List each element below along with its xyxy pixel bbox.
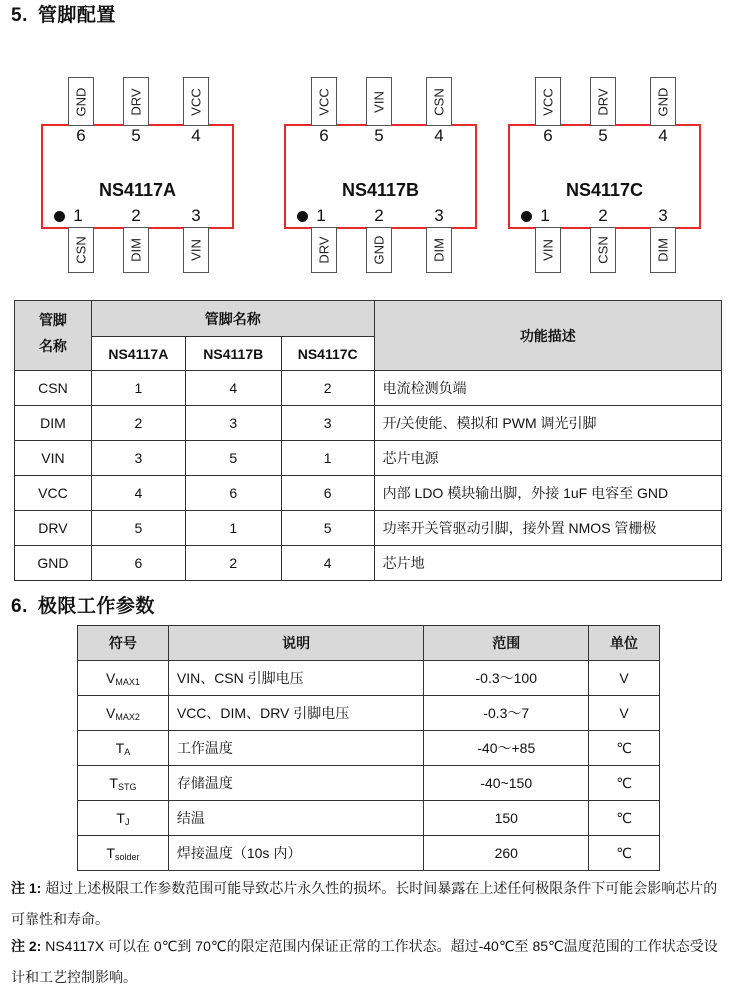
pin-num-a: 3: [91, 441, 185, 476]
pin-lead: [590, 227, 616, 273]
symbol-base: T: [109, 774, 118, 791]
range-value: -40~150: [424, 766, 589, 801]
header-variant-c: NS4117C: [281, 337, 374, 371]
pin-label: GND: [371, 235, 387, 265]
unit: ℃: [589, 731, 660, 766]
unit: ℃: [589, 801, 660, 836]
pin-label: DRV: [316, 236, 332, 264]
pin-lead: [123, 77, 149, 126]
pin-num-a: 1: [91, 371, 185, 406]
table-row: [15, 511, 722, 546]
pin-num-c: 1: [281, 441, 374, 476]
symbol-subscript: MAX1: [115, 676, 140, 687]
pin-lead: [311, 77, 337, 126]
pin-number: 1: [540, 206, 550, 225]
pin-lead: [183, 77, 209, 126]
section-title: 管脚配置: [37, 5, 116, 26]
symbol-subscript: solder: [114, 851, 140, 862]
header-group: 管脚名称: [91, 301, 374, 337]
table-row: [15, 546, 722, 581]
section-number: 6.: [11, 596, 28, 617]
symbol: [78, 696, 169, 731]
note-2: [11, 931, 731, 993]
pin1-marker-icon: [521, 211, 532, 222]
pin-num-a: 5: [91, 511, 185, 546]
pin-lead: [183, 227, 209, 273]
pin-description: 内部 LDO 模块输出脚，外接 1uF 电容至 GND: [374, 476, 721, 511]
range-value: -40～+85: [424, 731, 589, 766]
pin-label: VIN: [371, 90, 387, 113]
pin-lead: [68, 77, 94, 126]
pin-number: 2: [131, 206, 141, 225]
pin-label: VIN: [540, 239, 556, 261]
pin-number: 3: [658, 206, 668, 225]
pin-function-table: [14, 300, 722, 581]
pin-num-b: 5: [185, 441, 281, 476]
pin-num-a: 6: [91, 546, 185, 581]
symbol-base: T: [106, 844, 115, 861]
table-row: [78, 731, 660, 766]
symbol-base: T: [116, 809, 125, 826]
pin-name: CSN: [15, 371, 92, 406]
symbol-subscript: A: [124, 746, 131, 757]
pin-lead: [650, 227, 676, 273]
parameter-description: 结温: [168, 801, 424, 836]
pin1-marker-icon: [54, 211, 65, 222]
pin-number: 2: [598, 206, 608, 225]
symbol-subscript: J: [124, 816, 130, 827]
parameter-description: 焊接温度（10s 内）: [168, 836, 424, 871]
header-text: 名称: [38, 337, 67, 354]
note-text: 超过上述极限工作参数范围可能导致芯片永久性的损坏。长时间暴露在上述任何极限条件下可能会影响芯片的可靠性和寿命。: [11, 880, 718, 927]
unit: V: [589, 661, 660, 696]
symbol-subscript: STG: [117, 781, 137, 792]
symbol: [78, 766, 169, 801]
note-label: 注 1:: [11, 880, 42, 896]
pin-label: GND: [73, 87, 89, 116]
symbol: [78, 661, 169, 696]
pin-label: CSN: [431, 87, 447, 116]
pin-label: CSN: [595, 236, 611, 264]
pin-name: GND: [15, 546, 92, 581]
pin-description: 功率开关管驱动引脚，接外置 NMOS 管栅极: [374, 511, 721, 546]
pin-description: 芯片电源: [374, 441, 721, 476]
pin-number: 5: [598, 126, 608, 145]
pin-num-c: 4: [281, 546, 374, 581]
pin-num-a: 2: [91, 406, 185, 441]
pin-lead: [426, 227, 452, 273]
pin-lead: [535, 77, 561, 126]
section-title: 极限工作参数: [37, 596, 155, 617]
pin-label: DIM: [128, 238, 144, 262]
parameter-description: VCC、DIM、DRV 引脚电压: [168, 696, 424, 731]
pin1-marker-icon: [297, 211, 308, 222]
pin-number: 5: [374, 126, 384, 145]
chip-name: NS4117B: [341, 180, 420, 200]
symbol-base: T: [115, 739, 125, 756]
pin-label: GND: [655, 87, 671, 116]
note-text: NS4117X 可以在 0℃到 70℃的限定范围内保证正常的工作状态。超过-40℃至 85℃温度范围的工作状态受设计和工艺控制影响。: [11, 938, 718, 985]
symbol: [78, 731, 169, 766]
pin-label: CSN: [73, 236, 89, 264]
symbol-subscript: MAX2: [115, 711, 140, 722]
header-variant-a: NS4117A: [91, 337, 185, 371]
header-symbol: 符号: [78, 626, 169, 661]
table-row: [15, 406, 722, 441]
header-description: 说明: [168, 626, 424, 661]
table-row: [15, 476, 722, 511]
parameter-description: 存储温度: [168, 766, 424, 801]
pin-number: 4: [658, 126, 668, 145]
range-value: -0.3～7: [424, 696, 589, 731]
pin-label: VCC: [188, 87, 204, 116]
table-row: [78, 836, 660, 871]
pin-lead: [366, 77, 392, 126]
pin-lead: [535, 227, 561, 273]
pin-num-b: 6: [185, 476, 281, 511]
symbol: [78, 801, 169, 836]
table-row: [78, 801, 660, 836]
pin-lead: [123, 227, 149, 273]
pin-num-c: 3: [281, 406, 374, 441]
pin-num-b: 4: [185, 371, 281, 406]
pin-num-b: 1: [185, 511, 281, 546]
section-5-heading: [11, 0, 116, 27]
range-value: 150: [424, 801, 589, 836]
pin-num-c: 2: [281, 371, 374, 406]
pin-num-b: 3: [185, 406, 281, 441]
pin-number: 6: [543, 126, 553, 145]
absolute-max-ratings-table: [77, 625, 660, 871]
pin-label: VCC: [540, 87, 556, 116]
parameter-description: VIN、CSN 引脚电压: [168, 661, 424, 696]
pin-number: 5: [131, 126, 141, 145]
range-value: -0.3～100: [424, 661, 589, 696]
table-row: [15, 441, 722, 476]
pin-name: DIM: [15, 406, 92, 441]
unit: ℃: [589, 766, 660, 801]
pin-description: 芯片地: [374, 546, 721, 581]
pin-description: 电流检测负端: [374, 371, 721, 406]
symbol: [78, 836, 169, 871]
table-row: [15, 371, 722, 406]
pin-label: DIM: [655, 238, 671, 262]
pin-lead: [590, 77, 616, 126]
pin-label: DRV: [595, 87, 611, 116]
symbol-base: V: [106, 669, 116, 686]
pin-num-a: 4: [91, 476, 185, 511]
range-value: 260: [424, 836, 589, 871]
note-1: [11, 873, 731, 935]
pin-name: DRV: [15, 511, 92, 546]
header-text: 管脚: [38, 311, 67, 328]
pin-num-b: 2: [185, 546, 281, 581]
chip-name: NS4117A: [98, 180, 177, 200]
pin-description: 开/关使能、模拟和 PWM 调光引脚: [374, 406, 721, 441]
header-variant-b: NS4117B: [185, 337, 281, 371]
pin-number: 1: [73, 206, 83, 225]
note-label: 注 2:: [11, 938, 42, 954]
pin-name: VIN: [15, 441, 92, 476]
pin-number: 3: [191, 206, 201, 225]
pin-num-c: 5: [281, 511, 374, 546]
pin-lead: [68, 227, 94, 273]
unit: V: [589, 696, 660, 731]
table-row: [78, 661, 660, 696]
pin-label: VIN: [188, 239, 204, 261]
pin-label: DIM: [431, 238, 447, 262]
header-unit: 单位: [589, 626, 660, 661]
pin-label: VCC: [316, 87, 332, 116]
pin-number: 6: [76, 126, 86, 145]
header-range: 范围: [424, 626, 589, 661]
pin-number: 4: [191, 126, 201, 145]
table-row: [78, 766, 660, 801]
pin-number: 3: [434, 206, 444, 225]
section-6-heading: [11, 591, 155, 618]
header-description: 功能描述: [374, 301, 721, 371]
pin-number: 6: [319, 126, 329, 145]
table-row: [78, 696, 660, 731]
parameter-description: 工作温度: [168, 731, 424, 766]
section-number: 5.: [11, 5, 28, 26]
pin-lead: [366, 227, 392, 273]
pin-lead: [650, 77, 676, 126]
symbol-base: V: [106, 704, 116, 721]
chip-name: NS4117C: [565, 180, 644, 200]
unit: ℃: [589, 836, 660, 871]
pin-number: 1: [316, 206, 326, 225]
pin-name: VCC: [15, 476, 92, 511]
pin-number: 4: [434, 126, 444, 145]
pin-number: 2: [374, 206, 384, 225]
pin-lead: [426, 77, 452, 126]
pin-label: DRV: [128, 87, 144, 116]
header-pin-name: [15, 301, 92, 371]
pin-lead: [311, 227, 337, 273]
pin-num-c: 6: [281, 476, 374, 511]
